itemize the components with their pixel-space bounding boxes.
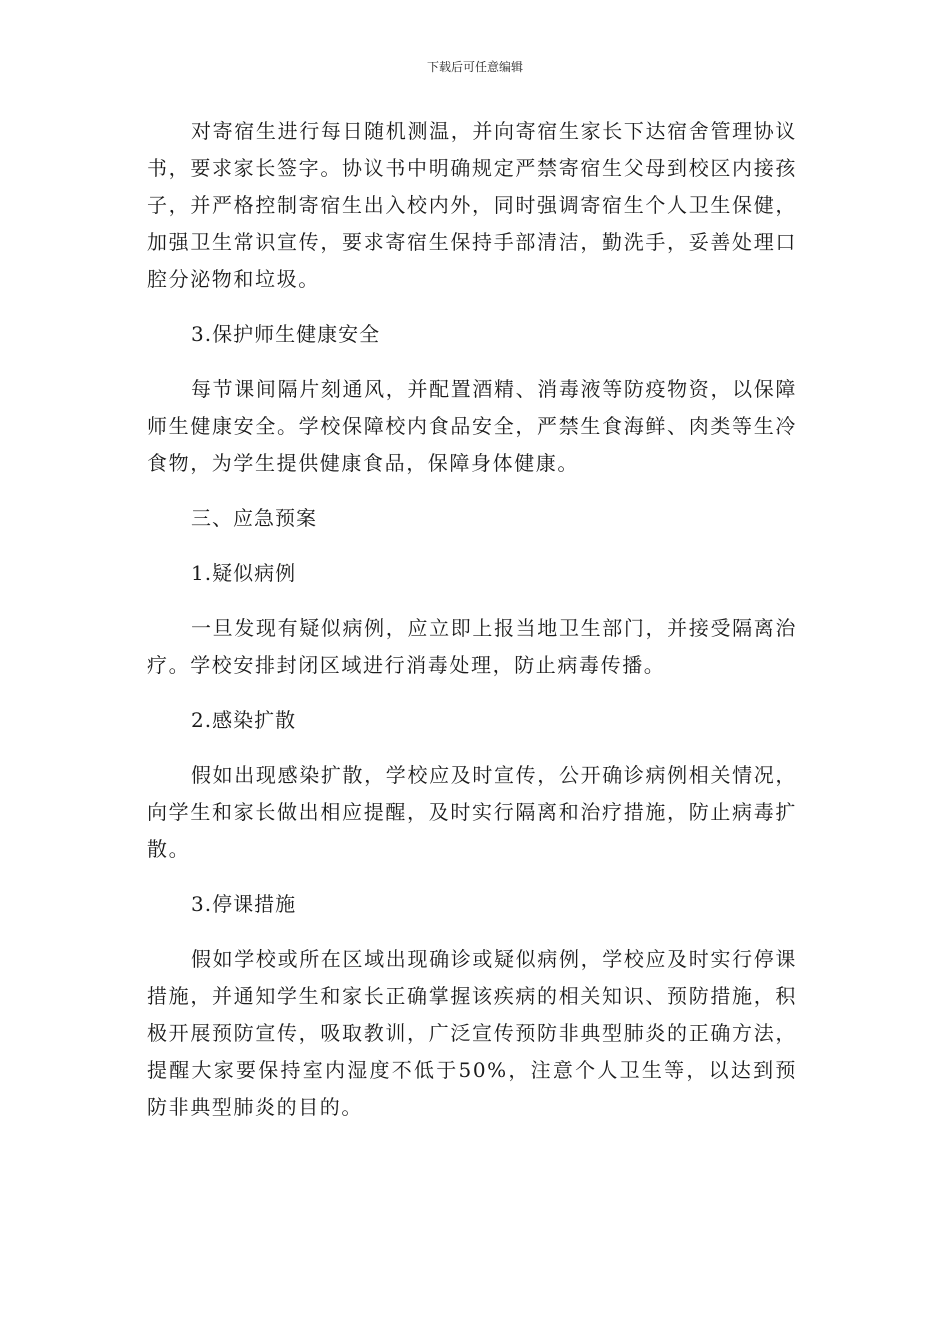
heading-protect-health: 3.保护师生健康安全 bbox=[191, 322, 381, 346]
heading-class-suspension: 3.停课措施 bbox=[191, 892, 297, 916]
page-header: 下载后可任意编辑 bbox=[426, 60, 523, 74]
heading-emergency-plan: 三、应急预案 bbox=[191, 506, 317, 530]
paragraph-boarding-students: 对寄宿生进行每日随机测温，并向寄宿生家长下达宿舍管理协议书，要求家长签字。协议书中明确规定严禁寄宿生父母到校区内接孩子，并严格控制寄宿生出入校内外，同时强调寄宿生个人卫生保健，加强卫生常识宣传，要求寄宿生保持手部清洁，勤洗手，妥善处理口腔分泌物和垃圾。 bbox=[147, 119, 797, 291]
heading-infection-spread: 2.感染扩散 bbox=[191, 708, 297, 732]
document-body bbox=[147, 113, 797, 1144]
heading-suspected-cases: 1.疑似病例 bbox=[191, 561, 297, 585]
paragraph-suspected-cases: 一旦发现有疑似病例，应立即上报当地卫生部门，并接受隔离治疗。学校安排封闭区域进行消毒处理，防止病毒传播。 bbox=[147, 616, 797, 677]
paragraph-class-suspension: 假如学校或所在区域出现确诊或疑似病例，学校应及时实行停课措施，并通知学生和家长正确掌握该疾病的相关知识、预防措施，积极开展预防宣传，吸取教训，广泛宣传预防非典型肺炎的正确方法，提醒大家要保持室内湿度不低于50%，注意个人卫生等，以达到预防非典型肺炎的目的。 bbox=[147, 947, 797, 1119]
paragraph-infection-spread: 假如出现感染扩散，学校应及时宣传，公开确诊病例相关情况，向学生和家长做出相应提醒，及时实行隔离和治疗措施，防止病毒扩散。 bbox=[147, 763, 797, 861]
paragraph-ventilation: 每节课间隔片刻通风，并配置酒精、消毒液等防疫物资，以保障师生健康安全。学校保障校内食品安全，严禁生食海鲜、肉类等生冷食物，为学生提供健康食品，保障身体健康。 bbox=[147, 377, 797, 475]
